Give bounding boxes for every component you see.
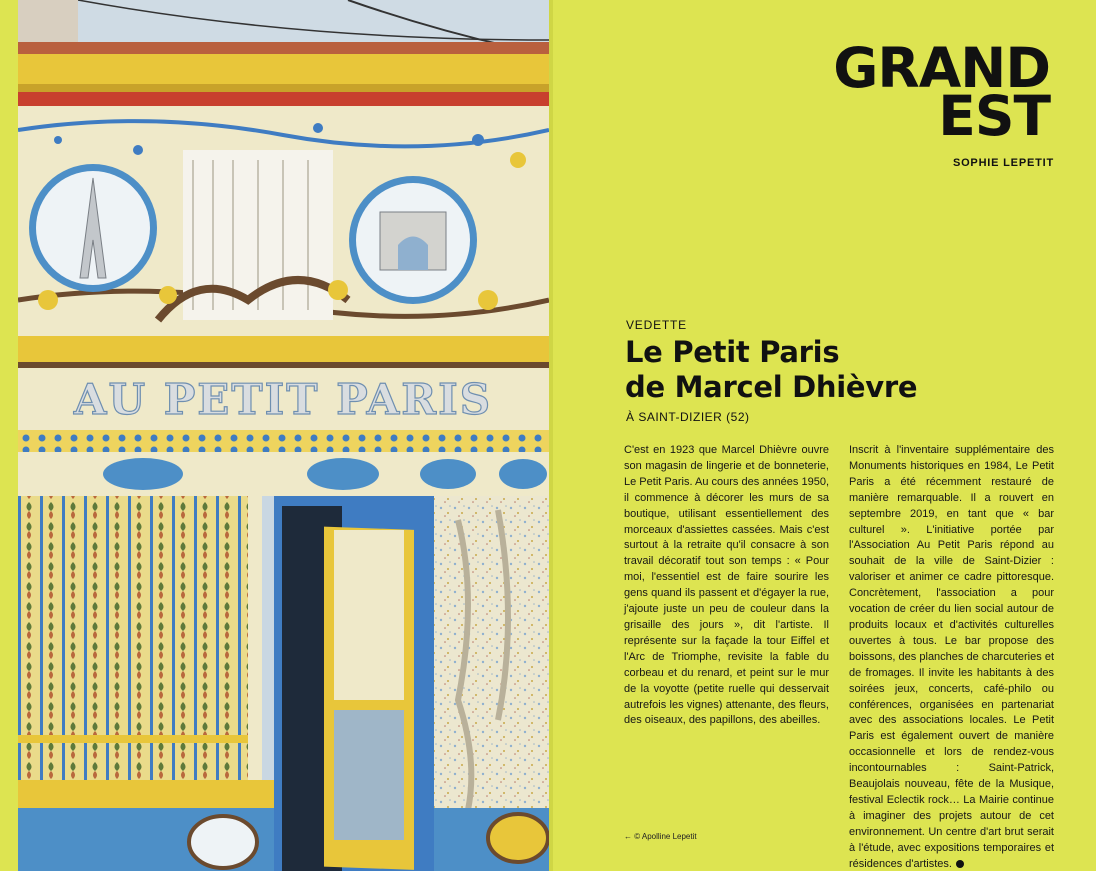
end-of-article-icon [956,860,964,868]
headline-line1: Le Petit Paris [625,335,840,369]
page-gutter [549,0,553,871]
region-title-line2: EST [938,84,1050,148]
column-1-text: C'est en 1923 que Marcel Dhièvre ouvre son magasin de lingerie et de bonneterie, Le Petit Paris. Au cours des années 1950, il commence à décorer les murs de sa boutique, utilisant essentiellement des morceaux d'assiettes cassées. Mais c'est surtout à la retraite qu'il consacre à son travail décoratif tout son temps : « Pour moi, l'essentiel est de faire sourire les gens quand ils passent et d'égayer la rue, j'ajoute juste un peu de couleur dans la grisaille des jours », dit l'artiste. Il représente sur la façade la tour Eiffel et l'Arc de Triomphe, revisite la fable du corbeau et du renard, et peint sur le mur de la voyotte (petite ruelle qui desservait autrefois les vignes) attenante, des fleurs, des oiseaux, des papillons, des abeilles. [624,444,829,727]
article-column-1 [624,443,829,729]
petit-paris-facade-illustration [18,0,549,871]
headline-line2: de Marcel Dhièvre [625,370,918,404]
article-location: À SAINT-DIZIER (52) [626,410,750,424]
article-headline [625,335,1055,405]
page-margin [0,0,18,871]
article-kicker: VEDETTE [626,318,687,332]
region-author: SOPHIE LEPETIT [952,157,1054,169]
region-title-line1: GRAND [833,36,1050,100]
column-2-text: Inscrit à l'inventaire supplémentaire des Monuments historiques en 1984, Le Petit Paris a été récemment restauré de manière remarquable. Il a rouvert en septembre 2019, en tant que « bar culturel ». L'initiative portée par l'Association Au Petit Paris répond au souhait de la ville de Saint-Dizier : valoriser et animer ce cadre pittoresque. Concrètement, l'association a pour vocation de créer du lien social autour de produits locaux et d'activités culturelles ouvertes à tous. Le bar propose des boissons, des planches de charcuteries et de fromages. Il invite les habitants à des soirées jeux, concerts, café-philo ou conférences, organisées en partenariat avec des associations locales. Le Petit Paris est également ouvert de manière occasionnelle et lors de rendez-vous incontournables : Saint-Patrick, Beaujolais nouveau, fête de la Musique, festival Eclectik rock… La Mairie continue à imaginer des projets autour de cet environnement. Un centre d'art brut serait à l'étude, avec expositions temporaires et résidences d'artistes. [849,444,1054,870]
facade-photo [18,0,549,871]
photo-credit: ← © Apolline Lepetit [624,832,697,841]
region-title [833,36,1050,148]
facade-sign-text: AU PETIT PARIS [73,375,493,424]
article-column-2 [849,443,1054,871]
